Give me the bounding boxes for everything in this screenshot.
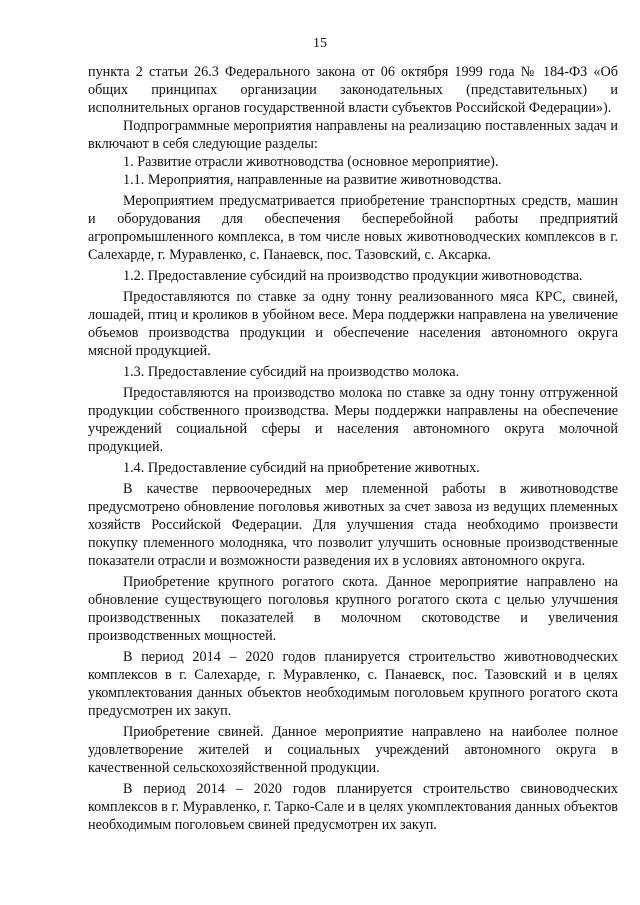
section-heading: 1. Развитие отрасли животноводства (основное мероприятие).	[123, 154, 499, 170]
paragraph: Мероприятием предусматривается приобретение транспортных средств, машин и оборудования для обеспечения бесперебойной работы предприятий агропромышленного комплекса, в том числе новых животноводческих комплексов в г. Салехарде, г. Муравленко, с. Панаевск, пос. Тазовский, с. Аксарка.	[88, 193, 618, 263]
paragraph: В период 2014 – 2020 годов планируется строительство животноводческих комплексов в г. Салехарде, г. Муравленко, с. Панаевск, пос. Тазовский и в целях укомплектования данных объектов необходимым поголовьем крупного рогатого скота предусмотрен их закуп.	[88, 649, 618, 719]
paragraph: В качестве первоочередных мер племенной работы в животноводстве предусмотрено обновление поголовья животных за счет завоза из ведущих племенных хозяйств Российской Федерации. Для улучшения стада необходимо произвести покупку племенного молодняка, что позволит улучшить основные производственные показатели отрасли и возможности разведения их в условиях автономного округа.	[88, 481, 618, 569]
subsection-heading: 1.2. Предоставление субсидий на производство продукции животноводства.	[123, 268, 583, 284]
paragraph: Подпрограммные мероприятия направлены на реализацию поставленных задач и включают в себя следующие разделы:	[88, 118, 618, 152]
subsection-heading: 1.4. Предоставление субсидий на приобретение животных.	[123, 460, 480, 476]
paragraph: Приобретение крупного рогатого скота. Данное мероприятие направлено на обновление существующего поголовья крупного рогатого скота с целью улучшения производственных показателей в молочном скотоводстве и увеличения производственных мощностей.	[88, 574, 618, 644]
document-body	[88, 63, 618, 834]
paragraph: Приобретение свиней. Данное мероприятие направлено на наиболее полное удовлетворение жителей и социальных учреждений автономного округа в качественной сельскохозяйственной продукции.	[88, 724, 618, 776]
paragraph: В период 2014 – 2020 годов планируется строительство свиноводческих комплексов в г. Муравленко, г. Тарко-Сале и в целях укомплектования данных объектов необходимым поголовьем свиней предусмотрен их закуп.	[88, 781, 618, 833]
subsection-heading: 1.3. Предоставление субсидий на производство молока.	[123, 364, 460, 380]
subsection-heading: 1.1. Мероприятия, направленные на развитие животноводства.	[123, 172, 502, 188]
paragraph: Предоставляются по ставке за одну тонну реализованного мяса КРС, свиней, лошадей, птиц и кроликов в убойном весе. Мера поддержки направлена на увеличение объемов производства продукции и обеспечение населения автономного округа мясной продукцией.	[88, 289, 618, 359]
page-number: 15	[313, 36, 327, 51]
paragraph: Предоставляются на производство молока по ставке за одну тонну отгруженной продукции собственного производства. Меры поддержки направлены на обеспечение учреждений социальной сферы и населения автономного округа молочной продукцией.	[88, 385, 618, 455]
paragraph: пункта 2 статьи 26.3 Федерального закона от 06 октября 1999 года № 184-ФЗ «Об общих принципах организации законодательных (представительных) и исполнительных органов государственной власти субъектов Российской Федерации»).	[88, 64, 618, 116]
